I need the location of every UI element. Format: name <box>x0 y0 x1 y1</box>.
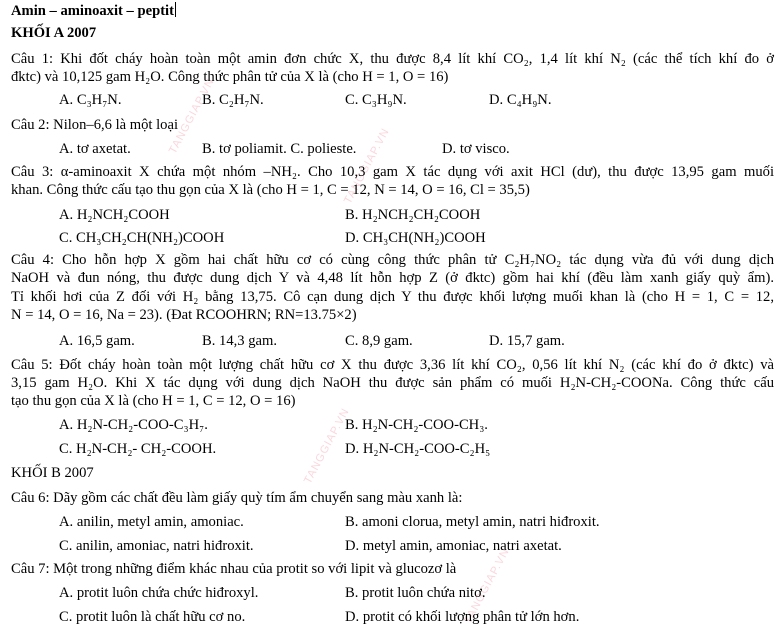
answer-option: D. CH₃CH(NH₂)COOH <box>345 230 486 246</box>
answer-option: D. C₄H₉N. <box>489 92 552 108</box>
answer-option: A. H₂N-CH₂-COO-C₃H₇. <box>59 417 208 433</box>
answer-option: A. 16,5 gam. <box>59 333 135 349</box>
watermark: TANGGIAP.VN <box>341 126 392 206</box>
answer-option: C. 8,9 gam. <box>345 333 413 349</box>
text-cursor <box>175 2 176 17</box>
watermark: TANGGIAP.VN <box>301 406 352 486</box>
answer-option: B. C₂H₇N. <box>202 92 264 108</box>
answer-option: A. tơ axetat. <box>59 141 131 157</box>
answer-option: B. protit luôn chứa nitơ. <box>345 585 486 601</box>
question-text: Câu 1: Khi đốt cháy hoàn toàn một amin đơn chức X, thu được 8,4 lít khí CO₂, 1,4 lít khí N₂ (các thể tích khí đo ở <box>11 51 774 67</box>
question-text: N = 14, O = 16, Na = 23). (Đat RCOOHRN; RN=13.75×2) <box>11 307 357 323</box>
answer-option: C. anilin, amoniac, natri hiđroxit. <box>59 538 254 554</box>
answer-option: D. protit có khối lượng phân tử lớn hơn. <box>345 609 580 625</box>
answer-option: C. CH₃CH₂CH(NH₂)COOH <box>59 230 225 246</box>
question-text: khan. Công thức cấu tạo thu gọn của X là (cho H = 1, C = 12, N = 14, O = 16, Cl = 35,5) <box>11 182 530 198</box>
answer-option: D. 15,7 gam. <box>489 333 565 349</box>
question-text: Câu 3: α-aminoaxit X chứa một nhóm –NH₂. Cho 10,3 gam X tác dụng với axit HCl (dư), thu được 13,95 gam muối <box>11 164 774 180</box>
answer-option: C. protit luôn là chất hữu cơ no. <box>59 609 246 625</box>
answer-option: C. H₂N-CH₂- CH₂-COOH. <box>59 441 217 457</box>
question-text: Câu 7: Một trong những điểm khác nhau của protit so với lipit và glucozơ là <box>11 561 457 577</box>
question-text: Câu 6: Dãy gồm các chất đều làm giấy quỳ tím ẩm chuyển sang màu xanh là: <box>11 490 463 506</box>
question-text: tạo thu gọn của X là (cho H = 1, C = 12, O = 16) <box>11 393 296 409</box>
answer-option: A. protit luôn chứa chức hiđroxyl. <box>59 585 259 601</box>
answer-option: C. C₃H₉N. <box>345 92 407 108</box>
section-heading: KHỐI A 2007 <box>11 25 97 41</box>
answer-option: A. anilin, metyl amin, amoniac. <box>59 514 244 530</box>
answer-option: B. amoni clorua, metyl amin, natri hiđroxit. <box>345 514 600 530</box>
question-text: Câu 5: Đốt cháy hoàn toàn một lượng chất hữu cơ X thu được 3,36 lít khí CO₂, 0,56 lít khí N₂ (các khí đo ở đktc) và <box>11 357 774 373</box>
question-text: 3,15 gam H₂O. Khi X tác dụng với dung dịch NaOH thu được sản phẩm có muối H₂N-CH₂-COONa. Công thức cấu <box>11 375 774 391</box>
answer-option: A. H₂NCH₂COOH <box>59 207 170 223</box>
answer-option: A. C₃H₇N. <box>59 92 122 108</box>
answer-option: D. tơ visco. <box>442 141 510 157</box>
question-text: Tỉ khối hơi của Z đối với H₂ bằng 13,75. Cô cạn dung dịch Y thu được khối lượng muối khan là (cho H = 1, C = 12, <box>11 289 774 305</box>
answer-option: B. 14,3 gam. <box>202 333 277 349</box>
question-text: Câu 2: Nilon–6,6 là một loại <box>11 117 179 133</box>
answer-option: D. H₂N-CH₂-COO-C₂H₅ <box>345 441 491 457</box>
answer-option: B. tơ poliamit. C. polieste. <box>202 141 357 157</box>
section-heading: KHỐI B 2007 <box>11 465 94 481</box>
answer-option: D. metyl amin, amoniac, natri axetat. <box>345 538 562 554</box>
watermark: TANGGIAP.VN <box>461 546 512 626</box>
answer-option: B. H₂NCH₂CH₂COOH <box>345 207 481 223</box>
question-text: Câu 4: Cho hỗn hợp X gồm hai chất hữu cơ có cùng công thức phân tử C₂H₇NO₂ tác dụng vừa đủ với dung dịch <box>11 252 774 268</box>
watermark: TANGGIAP.VN <box>166 76 217 156</box>
document-title[interactable]: Amin – aminoaxit – peptit <box>11 3 174 19</box>
question-text: NaOH và đun nóng, thu được dung dịch Y và 4,48 lít hỗn hợp Z (ở đktc) gồm hai khí (đều làm xanh giấy quỳ ẩm). <box>11 270 774 286</box>
answer-option: B. H₂N-CH₂-COO-CH₃. <box>345 417 488 433</box>
question-text: đktc) và 10,125 gam H₂O. Công thức phân tử của X là (cho H = 1, O = 16) <box>11 69 449 85</box>
